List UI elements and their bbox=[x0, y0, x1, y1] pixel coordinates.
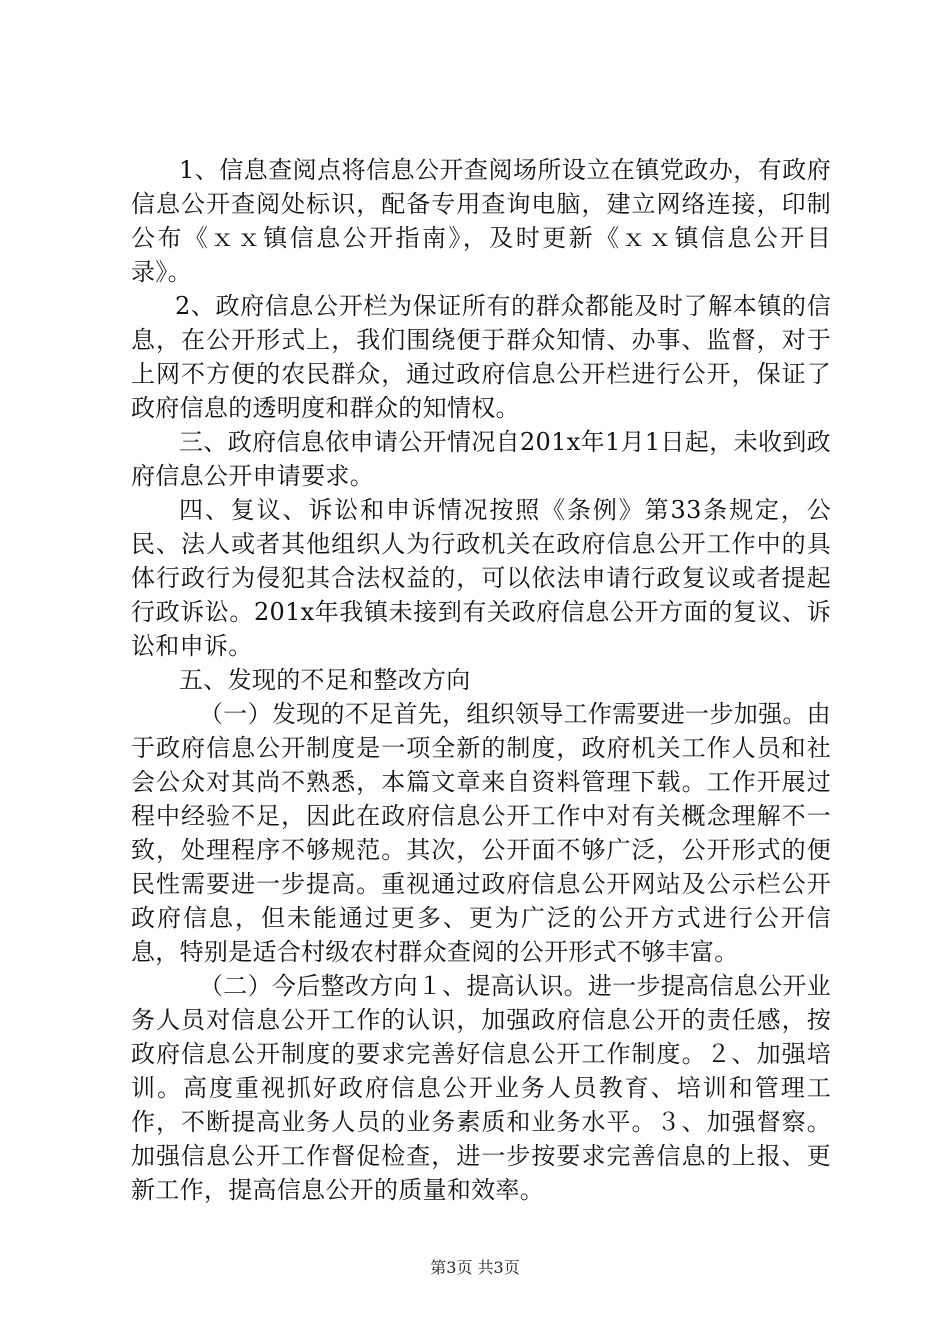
paragraph-4: 四、复议、诉讼和申诉情况按照《条例》第33条规定，公民、法人或者其他组织人为行政机关在政府信息公开工作中的具体行政行为侵犯其合法权益的，可以依法申请行政复议或者提起行政诉讼。201x年我镇未接到有关政府信息公开方面的复议、诉讼和申诉。 bbox=[131, 496, 831, 660]
paragraph-2: 2、政府信息公开栏为保证所有的群众都能及时了解本镇的信息，在公开形式上，我们围绕便于群众知情、办事、监督，对于上网不方便的农民群众，通过政府信息公开栏进行公开，保证了政府信息的透明度和群众的知情权。 bbox=[131, 292, 831, 422]
paragraph-6: （一）发现的不足首先，组织领导工作需要进一步加强。由于政府信息公开制度是一项全新的制度，政府机关工作人员和社会公众对其尚不熟悉，本篇文章来自资料管理下载。工作开展过程中经验不足，因此在政府信息公开工作中对有关概念理解不一致，处理程序不够规范。其次，公开面不够广泛，公开形式的便民性需要进一步提高。重视通过政府信息公开网站及公示栏公开政府信息，但未能通过更多、更为广泛的公开方式进行公开信息，特别是适合村级农村群众查阅的公开形式不够丰富。 bbox=[131, 700, 831, 966]
paragraph-7: （二）今后整改方向１、提高认识。进一步提高信息公开业务人员对信息公开工作的认识，加强政府信息公开的责任感，按政府信息公开制度的要求完善好信息公开工作制度。２、加强培训。高度重视抓好政府信息公开业务人员教育、培训和管理工作，不断提高业务人员的业务素质和业务水平。３、加强督察。加强信息公开工作督促检查，进一步按要求完善信息的上报、更新工作，提高信息公开的质量和效率。 bbox=[131, 972, 831, 1204]
paragraph-3: 三、政府信息依申请公开情况自201x年1月1日起，未收到政府信息公开申请要求。 bbox=[131, 428, 831, 490]
document-body bbox=[131, 153, 831, 1207]
paragraph-1: 1、信息查阅点将信息公开查阅场所设立在镇党政办，有政府信息公开查阅处标识，配备专用查询电脑，建立网络连接，印制公布《ｘｘ镇信息公开指南》，及时更新《ｘｘ镇信息公开目录》。 bbox=[131, 156, 831, 286]
page-number-footer: 第3页 共3页 bbox=[430, 1258, 520, 1277]
paragraph-5: 五、发现的不足和整改方向 bbox=[179, 666, 471, 694]
